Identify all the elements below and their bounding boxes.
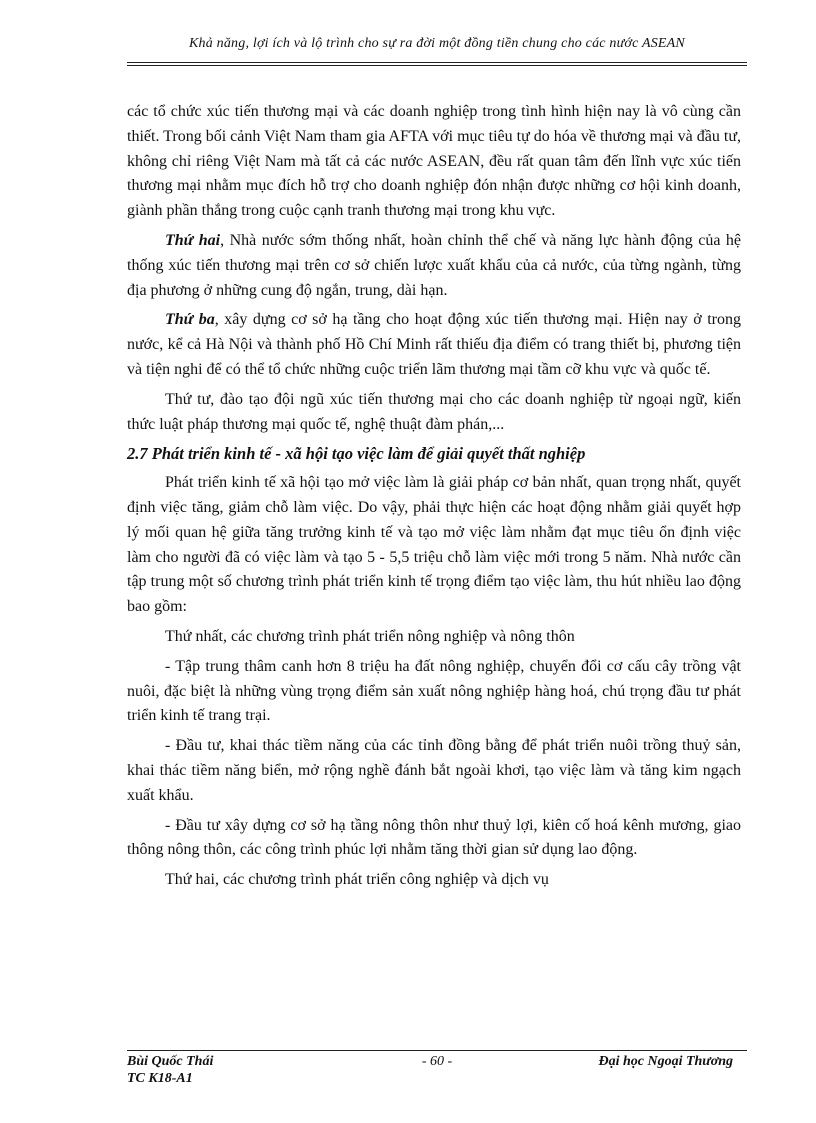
footer-author: Bùi Quốc Thái (127, 1054, 214, 1069)
paragraph: - Đầu tư, khai thác tiềm năng của các tỉnh đồng bằng để phát triển nuôi trồng thuỷ sản, khai thác tiềm năng biển, mở rộng nghề đánh bắt ngoài khơi, tạo việc làm và tăng kim ngạch xuất khẩu. (127, 737, 741, 804)
paragraph: Thứ nhất, các chương trình phát triển nông nghiệp và nông thôn (165, 627, 575, 645)
section-heading: 2.7 Phát triển kinh tế - xã hội tạo việc làm để giải quyết thất nghiệp (127, 444, 586, 464)
paragraph: Thứ tư, đào tạo đội ngũ xúc tiến thương mại cho các doanh nghiệp từ ngoại ngữ, kiến thức luật pháp thương mại quốc tế, nghệ thuật đàm phán,... (127, 390, 741, 433)
running-header: Khả năng, lợi ích và lộ trình cho sự ra đời một đồng tiền chung cho các nước ASEAN (189, 36, 685, 51)
paragraph: - Đầu tư xây dựng cơ sở hạ tầng nông thôn như thuỷ lợi, kiên cố hoá kênh mương, giao thông nông thôn, các công trình phúc lợi nhằm tăng thời gian sử dụng lao động. (127, 816, 741, 859)
page-body (127, 100, 741, 898)
page-number: - 60 - (421, 1054, 453, 1069)
header-rule-thin (127, 65, 747, 66)
paragraph-text: , Nhà nước sớm thống nhất, hoàn chỉnh thể chế và năng lực hành động của hệ thống xúc tiến thương mại trên cơ sở chiến lược xuất khẩu của cả nước, của từng ngành, từng địa phương ở những cung độ ngắn, trung, dài hạn. (127, 231, 741, 299)
paragraph (127, 308, 741, 382)
header-rule (127, 62, 747, 63)
paragraph-lead: Thứ hai (165, 231, 221, 249)
footer-school: Đại học Ngoại Thương (598, 1054, 733, 1069)
paragraph: - Tập trung thâm canh hơn 8 triệu ha đất nông nghiệp, chuyển đổi cơ cấu cây trồng vật nuôi, đặc biệt là những vùng trọng điểm sản xuất nông nghiệp hàng hoá, chú trọng đầu tư phát triển kinh tế trang trại. (127, 657, 741, 725)
footer-rule (127, 1050, 747, 1051)
paragraph-lead: Thứ ba (165, 311, 215, 329)
paragraph (127, 229, 741, 303)
paragraph: Phát triển kinh tế xã hội tạo mở việc làm là giải pháp cơ bản nhất, quan trọng nhất, quyết định việc tăng, giảm chỗ làm việc. Do vậy, phải thực hiện các hoạt động nhằm giải quyết hợp lý mối quan hệ giữa tăng trưởng kinh tế và tạo mở việc làm nhằm đạt mục tiêu ổn định việc làm cho người đã có việc làm và tạo 5 - 5,5 triệu chỗ làm việc mới trong 5 năm. Nhà nước cần tập trung một số chương trình phát triển kinh tế trọng điểm tạo việc làm, thu hút nhiều lao động bao gồm: (127, 474, 741, 616)
paragraph: Thứ hai, các chương trình phát triển công nghiệp và dịch vụ (165, 871, 549, 889)
paragraph-text: , xây dựng cơ sở hạ tầng cho hoạt động xúc tiến thương mại. Hiện nay ở trong nước, kể cả Hà Nội và thành phố Hồ Chí Minh rất thiếu địa điểm có trang thiết bị, phương tiện và tiện nghi để có thể tổ chức những cuộc triển lãm thương mại tầm cỡ khu vực và quốc tế. (127, 311, 741, 378)
footer-class: TC K18-A1 (127, 1071, 193, 1086)
paragraph: các tổ chức xúc tiến thương mại và các doanh nghiệp trong tình hình hiện nay là vô cùng cần thiết. Trong bối cảnh Việt Nam tham gia AFTA với mục tiêu tự do hóa về thương mại và đầu tư, không chỉ riêng Việt Nam mà tất cả các nước ASEAN, đều rất quan tâm đến lĩnh vực xúc tiến thương mại nhằm mục đích hỗ trợ cho doanh nghiệp đón nhận được những cơ hội kinh doanh, giành phần thắng trong cuộc cạnh tranh thương mại trong khu vực. (127, 103, 741, 220)
